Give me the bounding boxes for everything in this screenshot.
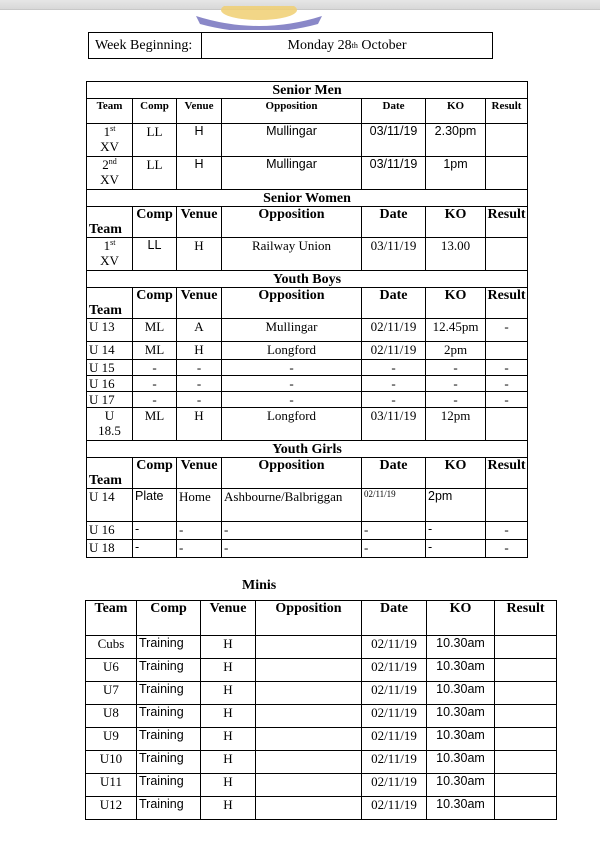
- week-day: Monday 28: [287, 37, 352, 53]
- cell-team: [87, 157, 133, 190]
- cell-opp: -: [222, 376, 362, 392]
- cell-result: [495, 751, 557, 774]
- cell-team: U12: [86, 797, 137, 820]
- cell-ko: -: [426, 540, 486, 558]
- cell-opp: Railway Union: [222, 238, 362, 271]
- table-row: [87, 392, 528, 408]
- column-header: Team: [87, 99, 133, 124]
- cell-date: 02/11/19: [362, 636, 427, 659]
- column-header: KO: [426, 207, 486, 238]
- cell-team: [87, 319, 133, 342]
- column-header: Team: [87, 458, 133, 489]
- cell-opp: [256, 682, 362, 705]
- team-name: U 18: [89, 540, 115, 555]
- cell-team: [87, 408, 133, 441]
- column-header: KO: [426, 458, 486, 489]
- week-value: Monday 28 th October: [287, 37, 407, 53]
- cell-comp: -: [133, 392, 177, 408]
- cell-date: 02/11/19: [362, 728, 427, 751]
- table-row: [86, 728, 557, 751]
- column-header: Date: [362, 601, 427, 636]
- cell-venue: H: [201, 797, 256, 820]
- cell-date: 03/11/19: [362, 157, 426, 190]
- cell-team: U6: [86, 659, 137, 682]
- cell-date: 02/11/19: [362, 342, 426, 360]
- cell-ko: 2pm: [426, 342, 486, 360]
- cell-venue: H: [177, 238, 222, 271]
- team-name: 1: [103, 238, 111, 253]
- section-title-row: [87, 271, 528, 288]
- cell-venue: H: [201, 636, 256, 659]
- cell-result: [495, 705, 557, 728]
- team-suffix: nd: [108, 157, 117, 166]
- team-name: U: [104, 408, 115, 423]
- cell-result: [486, 124, 528, 157]
- cell-date: -: [362, 392, 426, 408]
- cell-ko: 1pm: [426, 157, 486, 190]
- cell-date: 03/11/19: [362, 238, 426, 271]
- column-header: Opposition: [222, 99, 362, 124]
- table-row: [87, 376, 528, 392]
- column-header: Opposition: [222, 207, 362, 238]
- table-row: [87, 319, 528, 342]
- table-row: [86, 751, 557, 774]
- cell-comp: -: [133, 522, 177, 540]
- column-header: Date: [362, 288, 426, 319]
- column-header: Date: [362, 458, 426, 489]
- cell-result: [495, 636, 557, 659]
- cell-team: [87, 392, 133, 408]
- header-row: [87, 207, 528, 238]
- cell-venue: H: [177, 408, 222, 441]
- minis-header-row: [86, 601, 557, 636]
- cell-result: [495, 659, 557, 682]
- senior-men-title: Senior Men: [87, 82, 528, 99]
- column-header: Team: [87, 207, 133, 238]
- week-label: Week Beginning:: [89, 33, 202, 58]
- cell-opp: Mullingar: [222, 157, 362, 190]
- team-name-line2: XV: [100, 139, 119, 154]
- cell-date: 02/11/19: [362, 682, 427, 705]
- column-header: Opposition: [222, 458, 362, 489]
- cell-venue: -: [177, 522, 222, 540]
- column-header: Venue: [177, 99, 222, 124]
- team-name-line2: XV: [100, 253, 119, 268]
- cell-opp: Mullingar: [222, 124, 362, 157]
- team-name: U 15: [89, 360, 115, 375]
- column-header: Team: [86, 601, 137, 636]
- cell-result: [486, 408, 528, 441]
- table-row: [87, 540, 528, 558]
- minis-table: [85, 600, 557, 820]
- column-header: Result: [495, 601, 557, 636]
- cell-opp: [256, 797, 362, 820]
- cell-comp: Training: [137, 774, 201, 797]
- cell-ko: 10.30am: [427, 774, 495, 797]
- cell-date: -: [362, 540, 426, 558]
- cell-comp: Training: [137, 728, 201, 751]
- column-header: Result: [486, 207, 528, 238]
- cell-result: -: [486, 319, 528, 342]
- cell-date: 02/11/19: [362, 489, 426, 522]
- cell-venue: -: [177, 540, 222, 558]
- cell-date: 02/11/19: [362, 319, 426, 342]
- cell-opp: [256, 774, 362, 797]
- cell-team: [87, 124, 133, 157]
- column-header: Venue: [201, 601, 256, 636]
- team-name: 1: [103, 124, 111, 139]
- header-row: [87, 288, 528, 319]
- youth-boys-title: Youth Boys: [87, 271, 528, 288]
- cell-ko: 12.45pm: [426, 319, 486, 342]
- cell-ko: 10.30am: [427, 728, 495, 751]
- cell-ko: 10.30am: [427, 682, 495, 705]
- column-header: Venue: [177, 207, 222, 238]
- team-name: U 16: [89, 522, 115, 537]
- cell-ko: -: [426, 392, 486, 408]
- cell-opp: [256, 728, 362, 751]
- table-row: [87, 157, 528, 190]
- cell-ko: 10.30am: [427, 751, 495, 774]
- cell-result: [495, 797, 557, 820]
- table-row: [86, 774, 557, 797]
- cell-opp: -: [222, 392, 362, 408]
- column-header: Result: [486, 288, 528, 319]
- cell-venue: H: [201, 774, 256, 797]
- table-row: [87, 522, 528, 540]
- section-title-row: [87, 441, 528, 458]
- week-beginning-box: [88, 32, 493, 59]
- cell-comp: -: [133, 360, 177, 376]
- cell-ko: 10.30am: [427, 705, 495, 728]
- cell-comp: Training: [137, 636, 201, 659]
- table-row: [87, 360, 528, 376]
- cell-team: U8: [86, 705, 137, 728]
- team-name: U 13: [89, 319, 115, 334]
- cell-comp: Training: [137, 705, 201, 728]
- cell-comp: -: [133, 376, 177, 392]
- cell-date: 03/11/19: [362, 408, 426, 441]
- cell-date: 02/11/19: [362, 705, 427, 728]
- cell-result: -: [486, 360, 528, 376]
- table-row: [86, 797, 557, 820]
- cell-team: U9: [86, 728, 137, 751]
- minis-title: Minis: [242, 578, 277, 593]
- cell-opp: -: [222, 540, 362, 558]
- cell-result: [486, 238, 528, 271]
- cell-opp: Ashbourne/Balbriggan: [222, 489, 362, 522]
- cell-team: U11: [86, 774, 137, 797]
- column-header: Date: [362, 207, 426, 238]
- column-header: KO: [426, 288, 486, 319]
- column-header: Venue: [177, 458, 222, 489]
- cell-ko: 2pm: [426, 489, 486, 522]
- cell-result: [486, 342, 528, 360]
- cell-team: [87, 342, 133, 360]
- fixtures-table: [86, 81, 528, 558]
- cell-venue: -: [177, 392, 222, 408]
- team-name: U 16: [89, 376, 115, 391]
- team-name-line2: XV: [100, 172, 119, 187]
- cell-venue: H: [201, 751, 256, 774]
- cell-venue: H: [201, 728, 256, 751]
- column-header: Comp: [133, 207, 177, 238]
- table-row: [87, 408, 528, 441]
- cell-team: [87, 540, 133, 558]
- cell-venue: A: [177, 319, 222, 342]
- cell-comp: Training: [137, 682, 201, 705]
- section-title-row: [87, 82, 528, 99]
- cell-ko: 10.30am: [427, 659, 495, 682]
- cell-ko: 12pm: [426, 408, 486, 441]
- cell-comp: Training: [137, 751, 201, 774]
- table-row: [87, 342, 528, 360]
- cell-comp: ML: [133, 342, 177, 360]
- senior-women-title: Senior Women: [87, 190, 528, 207]
- cell-date: 02/11/19: [362, 797, 427, 820]
- column-header: KO: [426, 99, 486, 124]
- club-crest-logo: [192, 6, 326, 30]
- cell-comp: -: [133, 540, 177, 558]
- cell-date: 02/11/19: [362, 659, 427, 682]
- table-row: [87, 489, 528, 522]
- column-header: Result: [486, 99, 528, 124]
- cell-team: U10: [86, 751, 137, 774]
- column-header: Team: [87, 288, 133, 319]
- team-name: U 17: [89, 392, 115, 407]
- cell-opp: [256, 636, 362, 659]
- header-row: [87, 99, 528, 124]
- cell-date: 02/11/19: [362, 774, 427, 797]
- cell-comp: ML: [133, 408, 177, 441]
- team-suffix: st: [110, 124, 116, 133]
- cell-venue: H: [201, 659, 256, 682]
- cell-opp: Mullingar: [222, 319, 362, 342]
- column-header: Comp: [133, 458, 177, 489]
- table-row: [86, 705, 557, 728]
- cell-comp: Training: [137, 797, 201, 820]
- cell-date: 03/11/19: [362, 124, 426, 157]
- cell-comp: LL: [133, 124, 177, 157]
- cell-ko: 10.30am: [427, 797, 495, 820]
- table-row: [87, 124, 528, 157]
- cell-comp: ML: [133, 319, 177, 342]
- team-name: U 14: [89, 489, 115, 504]
- cell-venue: H: [177, 342, 222, 360]
- cell-opp: -: [222, 360, 362, 376]
- team-suffix: st: [110, 238, 116, 247]
- column-header: Comp: [137, 601, 201, 636]
- cell-comp: Plate: [133, 489, 177, 522]
- cell-ko: 2.30pm: [426, 124, 486, 157]
- cell-team: [87, 360, 133, 376]
- cell-result: -: [486, 392, 528, 408]
- cell-team: [87, 522, 133, 540]
- cell-opp: [256, 705, 362, 728]
- team-name-line2: 18.5: [98, 423, 121, 438]
- section-title-row: [87, 190, 528, 207]
- cell-team: [87, 489, 133, 522]
- column-header: Comp: [133, 288, 177, 319]
- cell-team: Cubs: [86, 636, 137, 659]
- cell-comp: LL: [133, 238, 177, 271]
- cell-team: [87, 238, 133, 271]
- week-month: October: [361, 37, 407, 53]
- cell-opp: [256, 751, 362, 774]
- cell-venue: H: [177, 157, 222, 190]
- table-row: [87, 238, 528, 271]
- cell-date: -: [362, 360, 426, 376]
- cell-result: [486, 157, 528, 190]
- cell-result: -: [486, 522, 528, 540]
- cell-opp: Longford: [222, 408, 362, 441]
- cell-date: -: [362, 376, 426, 392]
- cell-opp: [256, 659, 362, 682]
- cell-team: U7: [86, 682, 137, 705]
- cell-comp: Training: [137, 659, 201, 682]
- cell-result: [495, 728, 557, 751]
- cell-venue: -: [177, 360, 222, 376]
- table-row: [86, 659, 557, 682]
- cell-result: -: [486, 376, 528, 392]
- column-header: Opposition: [256, 601, 362, 636]
- cell-venue: H: [177, 124, 222, 157]
- cell-team: [87, 376, 133, 392]
- team-name: 2: [102, 157, 109, 172]
- cell-date: 02/11/19: [362, 751, 427, 774]
- cell-venue: H: [201, 682, 256, 705]
- cell-comp: LL: [133, 157, 177, 190]
- cell-result: -: [486, 540, 528, 558]
- cell-ko: -: [426, 522, 486, 540]
- column-header: Opposition: [222, 288, 362, 319]
- cell-result: [495, 682, 557, 705]
- team-name: U 14: [89, 342, 115, 357]
- cell-venue: -: [177, 376, 222, 392]
- column-header: Date: [362, 99, 426, 124]
- cell-ko: -: [426, 376, 486, 392]
- youth-girls-title: Youth Girls: [87, 441, 528, 458]
- cell-opp: -: [222, 522, 362, 540]
- cell-opp: Longford: [222, 342, 362, 360]
- cell-venue: Home: [177, 489, 222, 522]
- cell-ko: 10.30am: [427, 636, 495, 659]
- cell-ko: -: [426, 360, 486, 376]
- cell-ko: 13.00: [426, 238, 486, 271]
- header-row: [87, 458, 528, 489]
- column-header: Venue: [177, 288, 222, 319]
- cell-venue: H: [201, 705, 256, 728]
- cell-date: -: [362, 522, 426, 540]
- table-row: [86, 636, 557, 659]
- column-header: Result: [486, 458, 528, 489]
- cell-result: [495, 774, 557, 797]
- column-header: KO: [427, 601, 495, 636]
- column-header: Comp: [133, 99, 177, 124]
- table-row: [86, 682, 557, 705]
- cell-result: [486, 489, 528, 522]
